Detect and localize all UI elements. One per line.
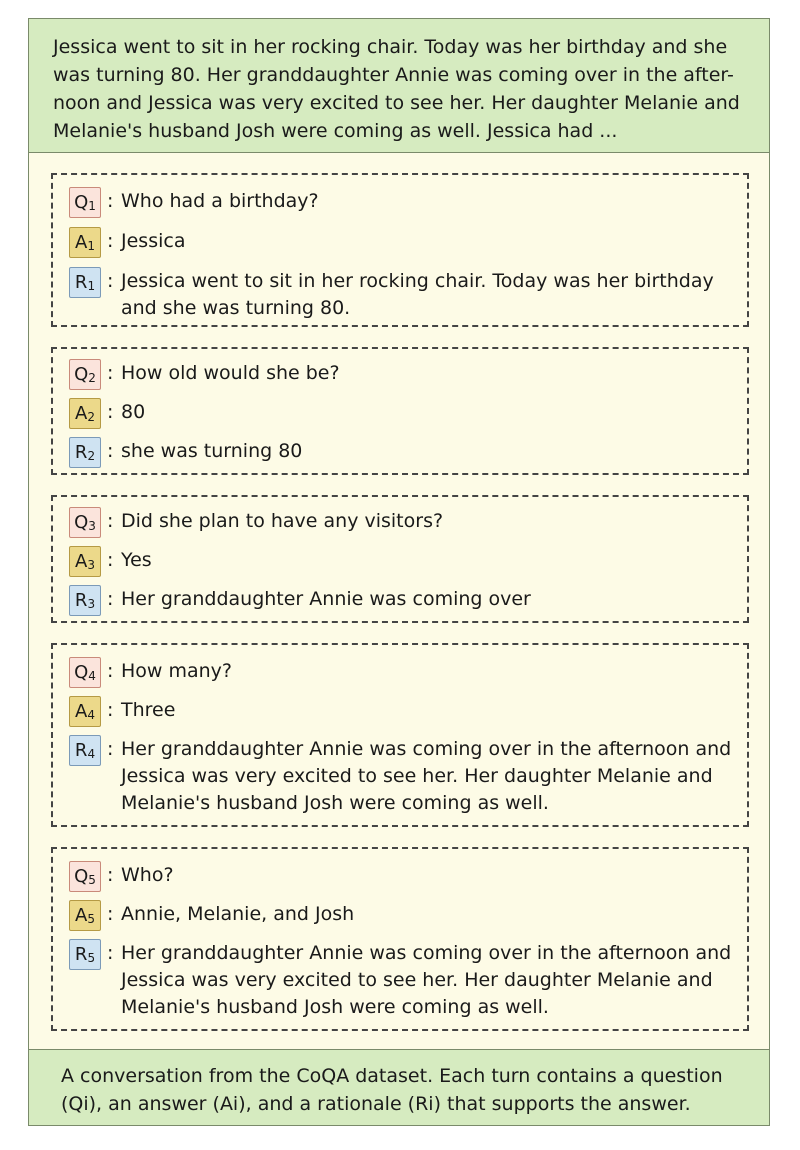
rationale-badge: $R_1$ [69,267,101,298]
coqa-figure [28,18,770,1126]
rationale-row: $R_1$ : Jessica went to sit in her rocking chair. Today was her birthday and she was turning 80. [69,267,733,323]
question-text: Did she plan to have any visitors? [121,510,444,532]
question-badge: $Q_5$ [69,861,101,892]
answer-badge: $A_1$ [69,227,101,258]
answer-row: $A_5$ : Annie, Melanie, and Josh [69,900,733,931]
question-row: $Q_5$ : Who? [69,861,733,892]
rationale-badge: $R_2$ [69,437,101,468]
rationale-row: $R_4$ : Her granddaughter Annie was coming over in the afternoon and Jessica was very excited to see her. Her daughter Melanie and Melanie's husband Josh were coming as well. [69,735,733,819]
question-text: Who? [121,864,174,886]
figure-caption: A conversation from the CoQA dataset. Each turn contains a question (Qi), an answer (Ai), and a rationale (Ri) that supports the answer. [29,1049,769,1125]
rationale-row: $R_2$ : she was turning 80 [69,437,733,468]
turn-3 [51,495,749,623]
rationale-text: Her granddaughter Annie was coming over in the afternoon and Jessica was very excited to see her. Her daughter Melanie and Melanie's husband Josh were coming as well. [121,738,732,814]
question-row: $Q_2$ : How old would she be? [69,359,733,390]
turn-5 [51,847,749,1031]
rationale-badge: $R_4$ [69,735,101,766]
answer-row: $A_4$ : Three [69,696,733,727]
rationale-text: Her granddaughter Annie was coming over [121,588,531,610]
question-row: $Q_1$ : Who had a birthday? [69,187,733,218]
rationale-row: $R_3$ : Her granddaughter Annie was coming over [69,585,733,616]
rationale-text: she was turning 80 [121,440,303,462]
question-text: How old would she be? [121,362,340,384]
answer-text: Yes [121,549,152,571]
answer-row: $A_1$ : Jessica [69,227,733,258]
question-text: Who had a birthday? [121,190,319,212]
question-text: How many? [121,660,233,682]
question-badge: $Q_2$ [69,359,101,390]
answer-badge: $A_5$ [69,900,101,931]
turn-4 [51,643,749,827]
question-row: $Q_3$ : Did she plan to have any visitors? [69,507,733,538]
answer-text: Three [121,699,176,721]
answer-badge: $A_2$ [69,398,101,429]
turn-1 [51,173,749,327]
question-badge: $Q_4$ [69,657,101,688]
rationale-badge: $R_3$ [69,585,101,616]
question-badge: $Q_3$ [69,507,101,538]
answer-badge: $A_3$ [69,546,101,577]
turn-2 [51,347,749,475]
rationale-text: Her granddaughter Annie was coming over in the afternoon and Jessica was very excited to see her. Her daughter Melanie and Melanie's husband Josh were coming as well. [121,942,732,1018]
rationale-text: Jessica went to sit in her rocking chair. Today was her birthday and she was turning 80. [121,270,714,319]
answer-row: $A_3$ : Yes [69,546,733,577]
answer-badge: $A_4$ [69,696,101,727]
answer-text: Annie, Melanie, and Josh [121,903,355,925]
question-row: $Q_4$ : How many? [69,657,733,688]
rationale-row: $R_5$ : Her granddaughter Annie was coming over in the afternoon and Jessica was very excited to see her. Her daughter Melanie and Melanie's husband Josh were coming as well. [69,939,733,1023]
answer-text: Jessica [121,230,186,252]
story-passage: Jessica went to sit in her rocking chair. Today was her birthday and she was turning 80. Her granddaughter Annie was coming over in the after-noon and Jessica was very excited to see her. Her daughter Melanie and Melanie's husband Josh were coming as well. Jessica had ... [29,19,769,153]
answer-text: 80 [121,401,146,423]
rationale-badge: $R_5$ [69,939,101,970]
answer-row: $A_2$ : 80 [69,398,733,429]
question-badge: $Q_1$ [69,187,101,218]
